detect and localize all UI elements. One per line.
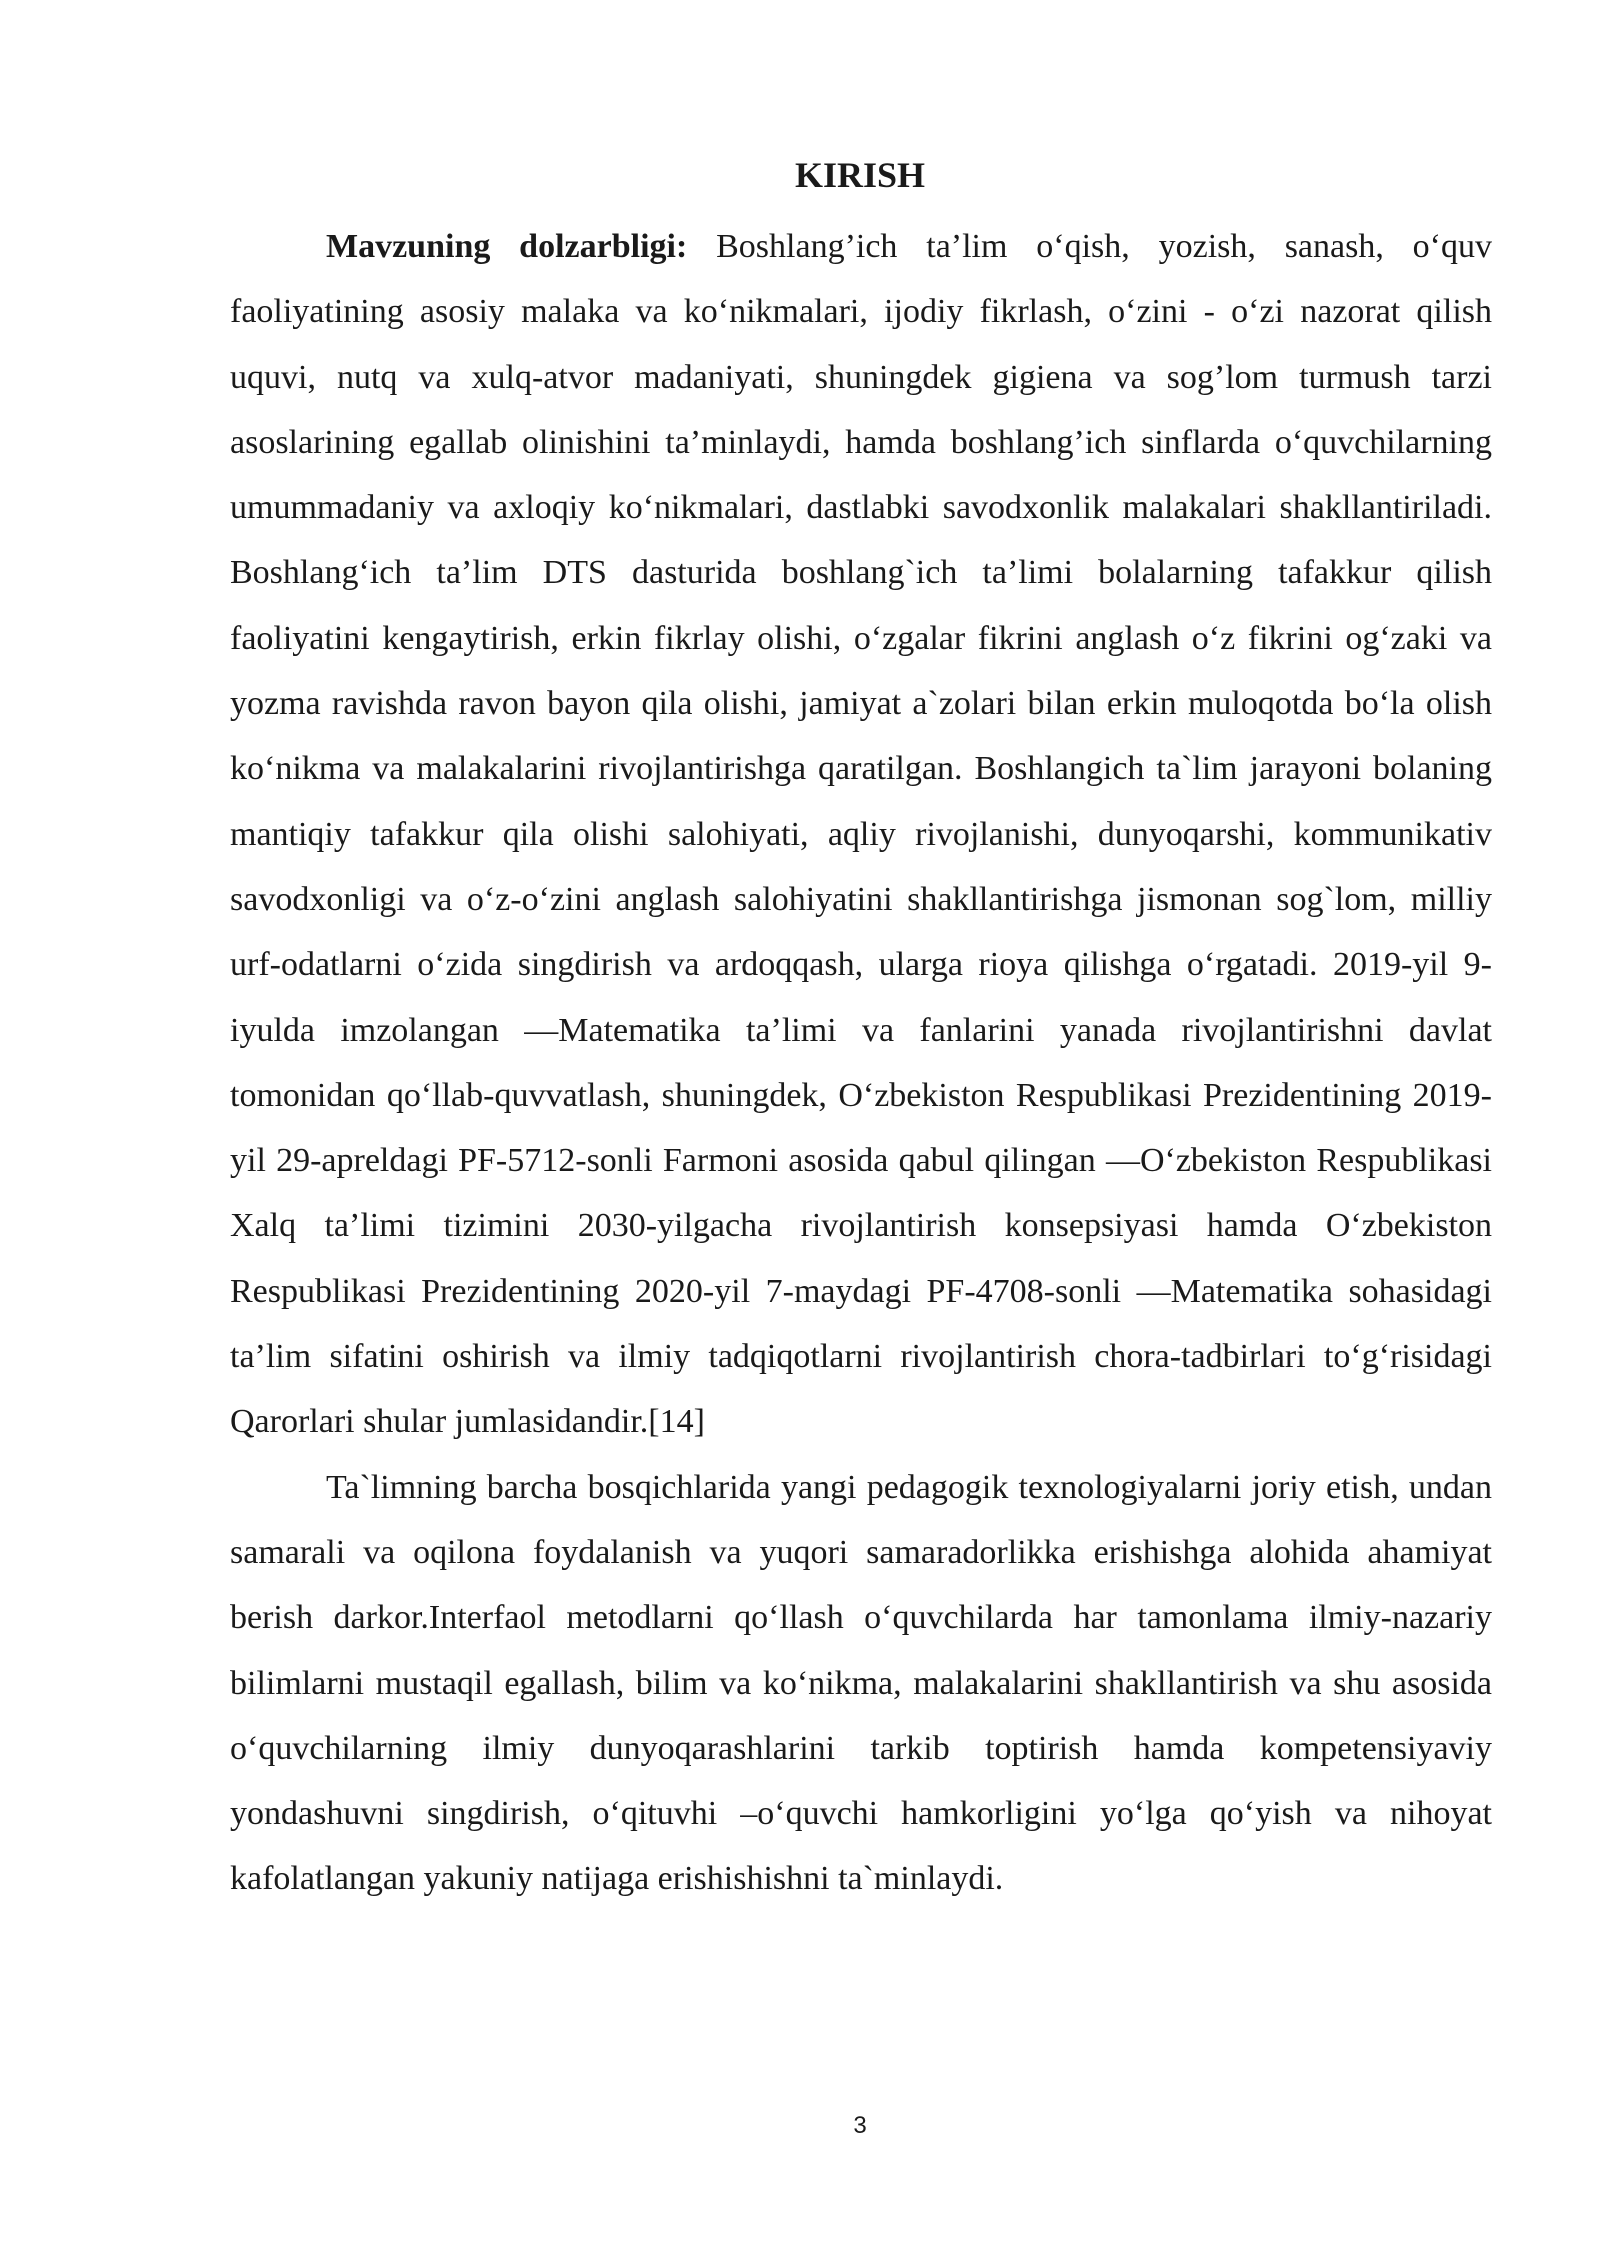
- paragraph-relevance: [230, 214, 1492, 1455]
- paragraph-text: Boshlang’ich ta’lim o‘qish, yozish, sanash, o‘quv faoliyatining asosiy malaka va ko‘nikmalari, ijodiy fikrlash, o‘zini - o‘zi nazorat qilish uquvi, nutq va xulq-atvor madaniyati, shuningdek gigiena va sog’lom turmush tarzi asoslarining egallab olinishini ta’minlaydi, hamda boshlang’ich sinflarda o‘quvchilarning umummadaniy va axloqiy ko‘nikmalari, dastlabki savodxonlik malakalari shakllantiriladi. Boshlang‘ich ta’lim DTS dasturida boshlang`ich ta’limi bolalarning tafakkur qilish faoliyatini kengaytirish, erkin fikrlay olishi, o‘zgalar fikrini anglash o‘z fikrini og‘zaki va yozma ravishda ravon bayon qila olishi, jamiyat a`zolari bilan erkin muloqotda bo‘la olish ko‘nikma va malakalarini rivojlantirishga qaratilgan. Boshlangich ta`lim jarayoni bolaning mantiqiy tafakkur qila olishi salohiyati, aqliy rivojlanishi, dunyoqarshi, kommunikativ savodxonligi va o‘z-o‘zini anglash salohiyatini shakllantirishga jismonan sog`lom, milliy urf-odatlarni o‘zida singdirish va ardoqqash, ularga rioya qilishga o‘rgatadi. 2019-yil 9-iyulda imzolangan ―Matematika ta’limi va fanlarini yanada rivojlantirishni davlat tomonidan qo‘llab-quvvatlash, shuningdek, O‘zbekiston Respublikasi Prezidentining 2019-yil 29-apreldagi PF-5712-sonli Farmoni asosida qabul qilingan ―O‘zbekiston Respublikasi Xalq ta’limi tizimini 2030-yilgacha rivojlantirish konsepsiyasi hamda O‘zbekiston Respublikasi Prezidentining 2020-yil 7-maydagi PF-4708-sonli ―Matematika sohasidagi ta’lim sifatini oshirish va ilmiy tadqiqotlarni rivojlantirish chora-tadbirlari to‘g‘risidagi Qarorlari shular jumlasidandir.[14]: [230, 228, 1492, 1441]
- paragraph-technologies: Ta`limning barcha bosqichlarida yangi pedagogik texnologiyalarni joriy etish, undan samarali va oqilona foydalanish va yuqori samaradorlikka erishishga alohida ahamiyat berish darkor.Interfaol metodlarni qo‘llash o‘quvchilarda har tamonlama ilmiy-nazariy bilimlarni mustaqil egallash, bilim va ko‘nikma, malakalarini shakllantirish va shu asosida o‘quvchilarning ilmiy dunyoqarashlarini tarkib toptirish hamda kompetensiyaviy yondashuvni singdirish, o‘qituvhi –o‘quvchi hamkorligini yo‘lga qo‘yish va nihoyat kafolatlangan yakuniy natijaga erishishishni ta`minlaydi.: [230, 1468, 1492, 1898]
- body-text: [230, 214, 1492, 1912]
- page-number: 3: [853, 2112, 867, 2139]
- page-heading: KIRISH: [794, 155, 926, 195]
- paragraph-lead: Mavzuning dolzarbligi:: [326, 228, 688, 265]
